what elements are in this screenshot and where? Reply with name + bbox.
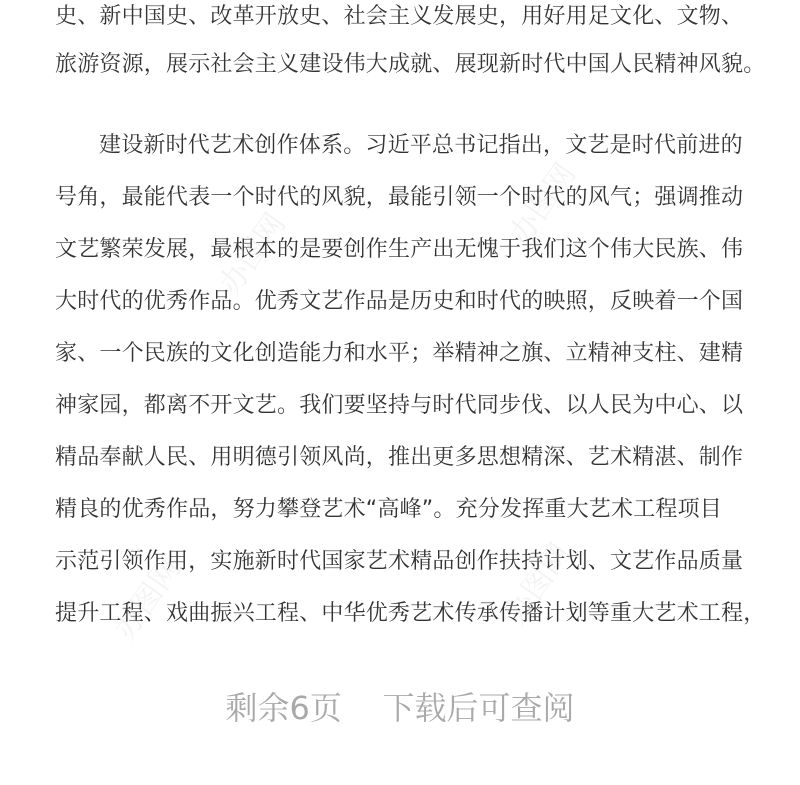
paragraph-2-line-6: 神家园，都离不开文艺。我们要坚持与时代同步伐、以人民为中心、以 (55, 393, 744, 418)
paragraph-2-line-4: 大时代的优秀作品。优秀文艺作品是历史和时代的映照，反映着一个国 (55, 289, 744, 314)
watermark: 办图网 (497, 537, 579, 631)
paragraph-2-line-9: 示范引领作用，实施新时代国家艺术精品创作扶持计划、文艺作品质量 (55, 549, 744, 574)
watermark: 办图网 (212, 207, 294, 301)
paragraph-2-line-5: 家、一个民族的文化创造能力和水平；举精神之旗、立精神支柱、建精 (55, 341, 744, 366)
watermark: 办图网 (502, 157, 584, 251)
paragraph-2-line-10: 提升工程、戏曲振兴工程、中华优秀艺术传承传播计划等重大艺术工程， (55, 601, 766, 626)
paragraph-2-line-2: 号角，最能代表一个时代的风貌，最能引领一个时代的风气；强调推动 (55, 185, 744, 210)
paragraph-2-line-7: 精品奉献人民、用明德引领风尚，推出更多思想精深、艺术精湛、制作 (55, 445, 744, 470)
paragraph-2-line-8: 精良的优秀作品，努力攀登艺术“高峰”。充分发挥重大艺术工程项目 (55, 497, 722, 522)
paragraph-1-line-2: 旅游资源，展示社会主义建设伟大成就、展现新时代中国人民精神风貌。 (55, 52, 766, 77)
remaining-pages-download-prompt[interactable]: 剩余6页 下载后可查阅 (225, 689, 575, 727)
paragraph-2-line-1: 建设新时代艺术创作体系。习近平总书记指出，文艺是时代前进的 (99, 133, 743, 158)
paragraph-2-line-3: 文艺繁荣发展，最根本的是要创作生产出无愧于我们这个伟大民族、伟 (55, 237, 744, 262)
watermark: 办图网 (107, 552, 189, 646)
paragraph-1-line-1: 史、新中国史、改革开放史、社会主义发展史，用好用足文化、文物、 (55, 4, 744, 29)
